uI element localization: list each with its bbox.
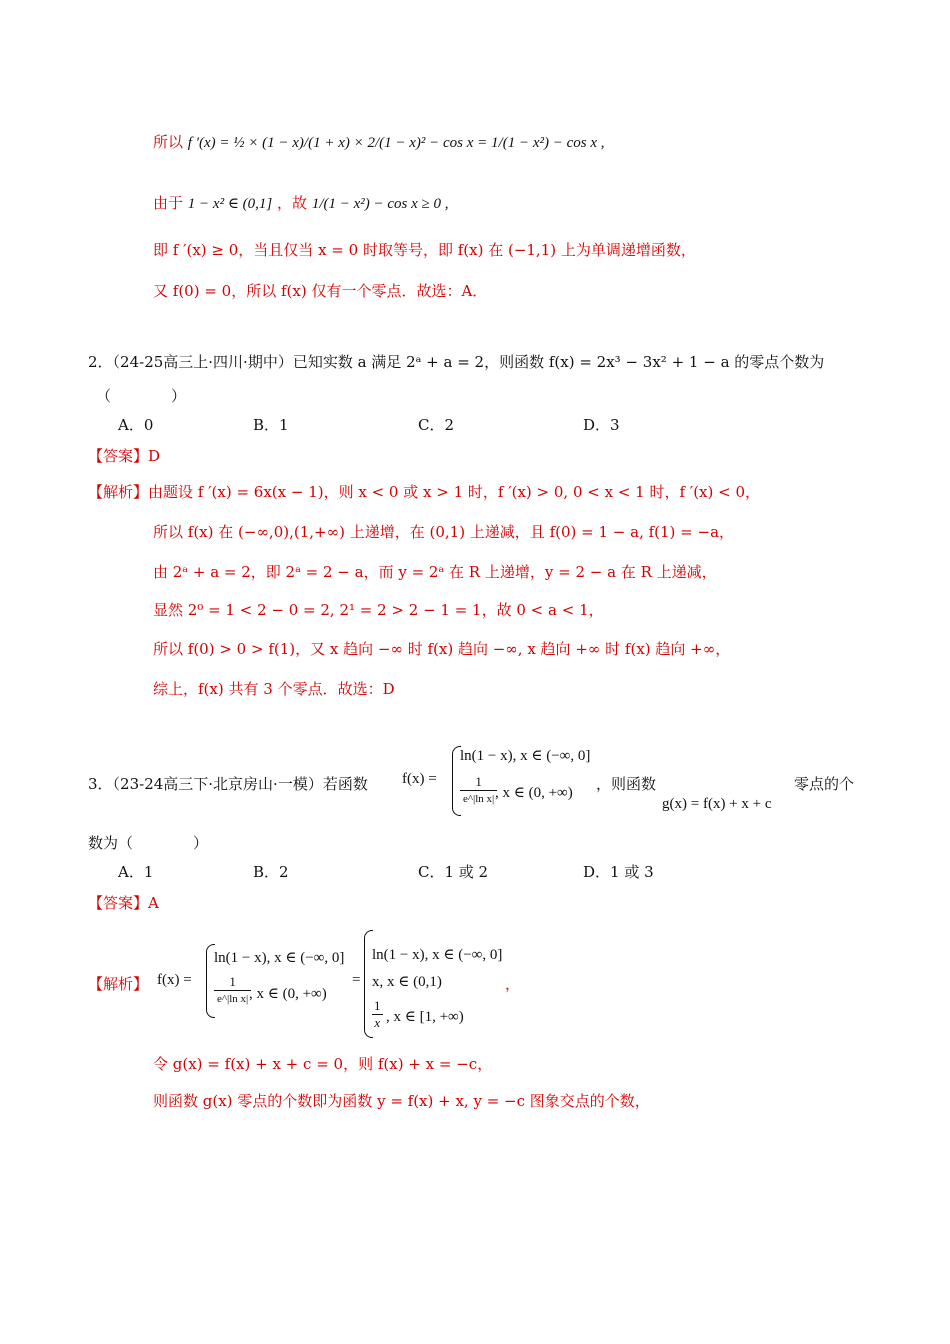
q3-sol-p3-fraction [372,998,383,1031]
q3-piece-1: ln(1 − x), x ∈ (−∞, 0] [460,748,591,764]
q3-stem-d: 数为（ ） [88,834,209,852]
q2-analysis-line-2: 所以 f(x) 在 (−∞,0),(1,+∞) 上递增，在 (0,1) 上递减，且 f(0) = 1 − a, f(1) = −a， [153,523,735,541]
q3-sol-piece-1: ln(1 − x), x ∈ (−∞, 0] [214,950,345,966]
q1-line-2-formula-a: 1 − x² ∈ (0,1] [187,196,273,212]
q2-option-a: A．0 [118,416,154,434]
q1-line-2 [153,192,449,215]
q2-analysis-line-6: 综上，f(x) 共有 3 个零点．故选：D [153,680,395,698]
q3-option-a: A．1 [118,863,154,881]
q2-analysis-label: 【解析】 [88,483,149,501]
q3-sol-p3-den: x [374,1015,381,1030]
q1-line-3: 即 f ′(x) ≥ 0，当且仅当 x = 0 时取等号，即 f(x) 在 (−1,1) 上为单调递增函数， [153,241,696,259]
q3-answer-label: 【答案】 [88,894,149,912]
q3-sol-piece-2-den: e^|ln x| [217,993,249,1005]
q3-gx: g(x) = f(x) + x + c [662,796,772,812]
q3-sol-p2: x, x ∈ (0,1) [372,974,442,990]
q2-answer-value: D [148,447,161,465]
q2-option-c: C．2 [418,416,455,434]
q3-piece-2-fraction [460,774,497,807]
q3-answer [88,892,159,914]
q1-line-1 [153,125,605,160]
q3-sol-piece-2-fraction [214,974,251,1007]
q3-piece-2-num: 1 [460,774,497,791]
q2-answer [88,445,160,467]
q3-stem-c: 零点的个 [794,775,855,793]
q3-sol-p3-num: 1 [374,998,381,1013]
q3-analysis-line-a: 令 g(x) = f(x) + x + c = 0，则 f(x) + x = −c， [153,1055,493,1073]
q3-sol-eq: = [352,972,361,988]
q2-answer-label: 【答案】 [88,447,149,465]
q1-line-1-prefix: 所以 [153,133,184,151]
q3-piece-2-den: e^|ln x| [463,793,495,805]
q2-analysis-text-1: 由题设 f ′(x) = 6x(x − 1)，则 x < 0 或 x > 1 时，f ′(x) > 0, 0 < x < 1 时，f ′(x) < 0， [148,483,761,501]
q1-line-2-prefix: 由于 [153,194,184,212]
q2-option-b: B．1 [253,416,289,434]
q3-sol-fx: f(x) = [157,972,192,988]
q1-line-4: 又 f(0) = 0，所以 f(x) 仅有一个零点．故选：A． [153,282,488,300]
q1-line-2-mid: ，故 [277,194,308,212]
q3-answer-value: A [148,894,159,912]
q2-analysis-line-3: 由 2ᵃ + a = 2，即 2ᵃ = 2 − a，而 y = 2ᵃ 在 R 上递增，y = 2 − a 在 R 上递减， [153,563,717,581]
q3-option-d: D．1 或 3 [583,863,654,881]
q3-fx-label: f(x) = [402,771,437,787]
q3-sol-p1: ln(1 − x), x ∈ (−∞, 0] [372,947,503,963]
q3-stem-b: ，则函数 [596,775,657,793]
q2-analysis-line-4: 显然 2⁰ = 1 < 2 − 0 = 2, 2¹ = 2 > 2 − 1 = 1，故 0 < a < 1， [153,601,604,619]
q3-sol-p3-domain: , x ∈ [1, +∞) [386,1009,464,1025]
q3-option-b: B．2 [253,863,289,881]
q1-line-1-formula: f ′(x) = ½ × (1 − x)/(1 + x) × 2/(1 − x)² − cos x = 1/(1 − x²) − cos x , [187,135,605,151]
q3-sol-piece-2-num: 1 [214,974,251,991]
q3-option-c: C．1 或 2 [418,863,489,881]
q1-line-2-formula-b: 1/(1 − x²) − cos x ≥ 0 , [311,196,449,212]
q2-analysis-line-1 [88,481,760,503]
q3-stem-a: 3．（23-24高三下·北京房山·一模）若函数 [88,775,368,793]
q2-option-d: D．3 [583,416,620,434]
q3-piece-2-domain: , x ∈ (0, +∞) [495,785,573,801]
q3-sol-piece-2-domain: , x ∈ (0, +∞) [249,986,327,1002]
q3-analysis-label: 【解析】 [88,975,149,993]
q2-paren: （ ） [96,387,187,405]
q3-analysis-line-b: 则函数 g(x) 零点的个数即为函数 y = f(x) + x, y = −c 图象交点的个数， [153,1092,650,1110]
q2-analysis-line-5: 所以 f(0) > 0 > f(1)，又 x 趋向 −∞ 时 f(x) 趋向 −∞, x 趋向 +∞ 时 f(x) 趋向 +∞， [153,640,731,658]
q3-sol-comma: ， [505,975,521,993]
q2-stem: 2．（24-25高三上·四川·期中）已知实数 a 满足 2ᵃ + a = 2，则函数 f(x) = 2x³ − 3x² + 1 − a 的零点个数为 [88,353,825,371]
